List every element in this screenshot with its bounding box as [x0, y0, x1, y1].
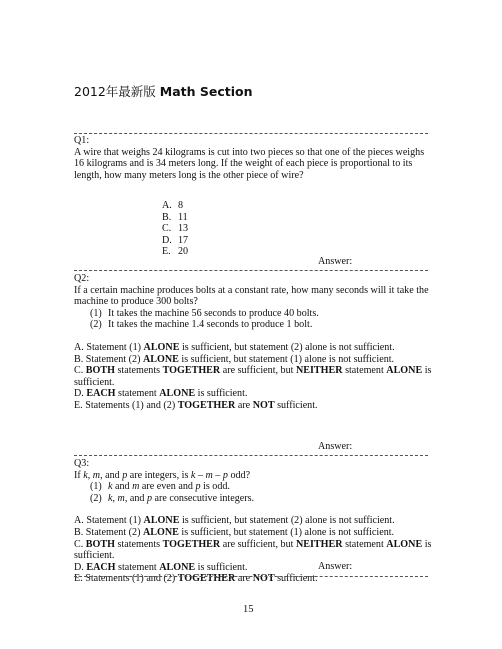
option-e: E. Statements (1) and (2) TOGETHER are NOT sufficient. [74, 399, 318, 411]
question-text: If k, m, and p are integers, is k – m – p odd? [74, 469, 251, 481]
choice-b [162, 212, 188, 224]
choice-e [162, 246, 188, 258]
choice-letter: C. [162, 223, 172, 235]
choice-letter: A. [162, 200, 172, 211]
choice-value: 13 [178, 223, 189, 235]
option-c: C. BOTH statements TOGETHER are sufficient, but NEITHER statement ALONE is sufficient. [74, 538, 432, 562]
answer-choices [162, 200, 188, 258]
ds-options [74, 342, 432, 412]
choice-value: 8 [178, 200, 184, 211]
question-label: Q2: [74, 273, 90, 284]
option-a: A. Statement (1) ALONE is sufficient, but statement (2) alone is not sufficient. [74, 341, 395, 353]
option-a: A. Statement (1) ALONE is sufficient, but statement (2) alone is not sufficient. [74, 515, 395, 527]
choice-letter: E. [162, 246, 171, 258]
statement-1 [90, 481, 432, 493]
title-section: Math Section [159, 84, 253, 99]
choice-value: 11 [178, 211, 188, 223]
statements [90, 308, 432, 331]
choice-d [162, 235, 188, 247]
option-e: E. Statements (1) and (2) TOGETHER are NOT sufficient. [74, 573, 318, 585]
statement-2 [90, 319, 432, 331]
answer-label: Answer: [318, 256, 353, 267]
question-text: A wire that weighs 24 kilograms is cut into two pieces so that one of the pieces weighs 16 kilograms and is 34 meters long. If the weight of each piece is proportional to its length, how many meters long is the other piece of wire? [74, 146, 425, 181]
question-label: Q1: [74, 135, 90, 146]
statement-text: k and m are even and p is odd. [108, 481, 230, 493]
question-label: Q3: [74, 458, 90, 469]
option-d: D. EACH statement ALONE is sufficient. [74, 388, 248, 400]
statement-text: k, m, and p are consecutive integers. [108, 492, 255, 504]
option-c: C. BOTH statements TOGETHER are sufficient, but NEITHER statement ALONE is sufficient. [74, 365, 432, 388]
choice-value: 20 [178, 246, 189, 258]
statements [90, 481, 432, 504]
statement-text: It takes the machine 56 seconds to produce 40 bolts. [108, 307, 319, 319]
statement-number: (2) [90, 492, 102, 504]
separator-line [74, 455, 428, 456]
statement-1 [90, 308, 432, 320]
page-number: 15 [243, 604, 254, 615]
choice-c [162, 223, 188, 235]
choice-letter: B. [162, 211, 172, 223]
statement-number: (1) [90, 481, 102, 493]
title-prefix: 2012年最新版 [74, 84, 160, 99]
option-d: D. EACH statement ALONE is sufficient. [74, 561, 248, 573]
separator-line [74, 270, 428, 271]
choice-value: 17 [178, 234, 189, 246]
question-3 [74, 458, 432, 585]
question-text: If a certain machine produces bolts at a constant rate, how many seconds will it take the machine to produce 300 bolts? [74, 284, 429, 308]
separator-line [74, 576, 428, 577]
statement-number: (2) [90, 319, 102, 331]
statement-text: It takes the machine 1.4 seconds to produce 1 bolt. [108, 319, 313, 331]
question-2 [74, 273, 432, 412]
ds-options [74, 515, 432, 585]
question-1 [74, 135, 432, 181]
statement-2 [90, 493, 432, 505]
choice-a [162, 200, 188, 212]
separator-line [74, 133, 428, 134]
answer-label: Answer: [318, 441, 353, 452]
choice-letter: D. [162, 234, 172, 246]
option-b: B. Statement (2) ALONE is sufficient, but statement (1) alone is not sufficient. [74, 526, 395, 538]
answer-label: Answer: [318, 561, 353, 572]
option-b: B. Statement (2) ALONE is sufficient, but statement (1) alone is not sufficient. [74, 353, 395, 365]
page-title [74, 82, 253, 100]
statement-number: (1) [90, 307, 102, 319]
